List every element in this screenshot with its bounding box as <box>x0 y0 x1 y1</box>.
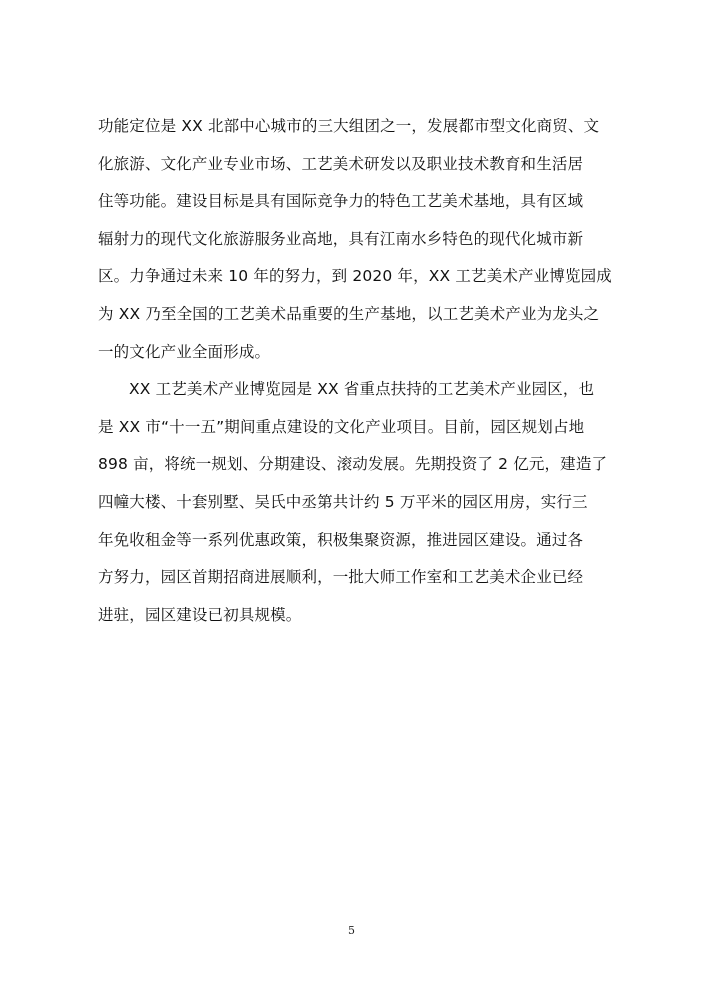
text-line: 898 亩，将统一规划、分期建设、滚动发展。先期投资了 2 亿元，建造了 <box>98 455 608 474</box>
paragraph-1 <box>98 108 618 371</box>
text-line: 住等功能。建设目标是具有国际竞争力的特色工艺美术基地，具有区域 <box>98 192 584 211</box>
text-line: 功能定位是 XX 北部中心城市的三大组团之一，发展都市型文化商贸、文 <box>98 117 600 135</box>
text-line: 进驻，园区建设已初具规模。 <box>98 605 302 624</box>
page-number: 5 <box>348 924 355 937</box>
text-line: 区。力争通过未来 10 年的努力，到 2020 年，XX 工艺美术产业博览园成 <box>98 267 612 286</box>
text-line: 化旅游、文化产业专业市场、工艺美术研发以及职业技术教育和生活居 <box>98 154 584 173</box>
text-line: 方努力，园区首期招商进展顺利，一批大师工作室和工艺美术企业已经 <box>98 568 584 587</box>
text-line: 辐射力的现代文化旅游服务业高地，具有江南水乡特色的现代化城市新 <box>98 229 584 248</box>
text-line: 年免收租金等一系列优惠政策，积极集聚资源，推进园区建设。通过各 <box>98 530 584 549</box>
text-line: 是 XX 市“十一五”期间重点建设的文化产业项目。目前，园区规划占地 <box>98 417 585 436</box>
text-line: 一的文化产业全面形成。 <box>98 342 271 361</box>
document-body <box>98 108 618 634</box>
text-line: XX 工艺美术产业博览园是 XX 省重点扶持的工艺美术产业园区，也 <box>129 380 595 399</box>
text-line: 四幢大楼、十套别墅、吴氏中丞第共计约 5 万平米的园区用房，实行三 <box>98 492 588 511</box>
text-line: 为 XX 乃至全国的工艺美术品重要的生产基地，以工艺美术产业为龙头之 <box>98 304 600 323</box>
paragraph-2 <box>98 371 618 634</box>
